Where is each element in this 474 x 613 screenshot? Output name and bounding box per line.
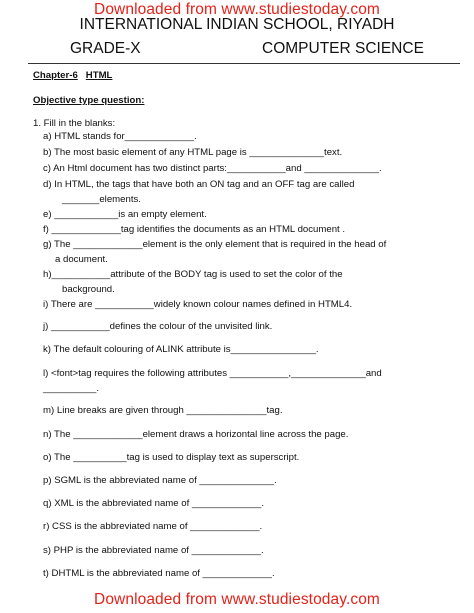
question-q: q) XML is the abbreviated name of _____________. <box>43 498 264 509</box>
question-d: d) In HTML, the tags that have both an ON tag and an OFF tag are called <box>43 179 355 190</box>
question-h: h)___________attribute of the BODY tag is used to set the color of the <box>43 269 343 280</box>
section-title: Objective type question: <box>33 95 145 106</box>
question-j: j) ___________defines the colour of the unvisited link. <box>43 321 273 332</box>
question-h-continued: background. <box>62 284 115 295</box>
question-m: m) Line breaks are given through _______________tag. <box>43 405 283 416</box>
watermark-bottom: Downloaded from www.studiestoday.com <box>94 591 380 608</box>
question-n: n) The _____________element draws a horizontal line across the page. <box>43 429 349 440</box>
watermark-top: Downloaded from www.studiestoday.com <box>94 1 380 18</box>
question-e: e) ____________is an empty element. <box>43 209 207 220</box>
question-g-continued: a document. <box>55 254 108 265</box>
question-g: g) The _____________element is the only element that is required in the head of <box>43 239 387 250</box>
question-p: p) SGML is the abbreviated name of ______________. <box>43 475 277 486</box>
question-f: f) _____________tag identifies the documents as an HTML document . <box>43 224 346 235</box>
chapter-heading <box>33 70 112 81</box>
question-o: o) The __________tag is used to display text as superscript. <box>43 452 300 463</box>
chapter-topic: HTML <box>85 70 113 81</box>
chapter-label: Chapter-6 <box>33 70 78 81</box>
question-k: k) The default colouring of ALINK attribute is________________. <box>43 344 319 355</box>
subject-label: COMPUTER SCIENCE <box>262 40 424 57</box>
header-divider <box>28 63 460 64</box>
question-b: b) The most basic element of any HTML page is ______________text. <box>43 147 343 158</box>
question-i: i) There are ___________widely known colour names defined in HTML4. <box>43 299 353 310</box>
grade-label: GRADE-X <box>70 40 141 57</box>
question-t: t) DHTML is the abbreviated name of _____________. <box>43 568 275 579</box>
question-l: l) <font>tag requires the following attributes ___________,______________and <box>43 368 382 379</box>
question-r: r) CSS is the abbreviated name of _____________. <box>43 521 263 532</box>
question-heading: 1. Fill in the blanks: <box>33 118 116 129</box>
question-c: c) An Html document has two distinct parts:___________and ______________. <box>43 163 382 174</box>
question-d-continued: _______elements. <box>62 194 141 205</box>
question-s: s) PHP is the abbreviated name of _____________. <box>43 545 264 556</box>
school-name: INTERNATIONAL INDIAN SCHOOL, RIYADH <box>79 16 395 33</box>
question-l-continued: __________. <box>43 383 100 394</box>
question-a: a) HTML stands for_____________. <box>43 131 197 142</box>
